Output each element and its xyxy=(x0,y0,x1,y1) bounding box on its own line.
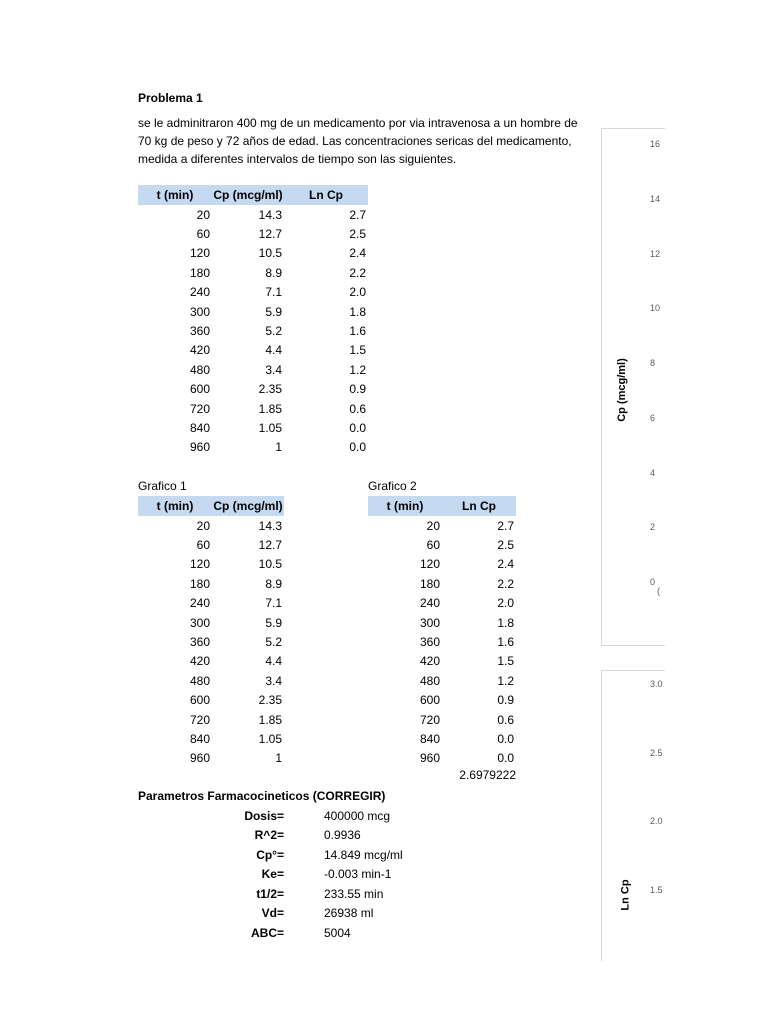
table-cell: 1.6 xyxy=(497,635,514,650)
table-cell: 840 xyxy=(189,420,210,435)
param-key: Cp°= xyxy=(256,847,284,862)
table-cell: 2.35 xyxy=(258,382,282,397)
y-tick-label: 2 xyxy=(650,522,656,533)
table-cell: 2.7 xyxy=(349,207,366,222)
problem-intro: se le adminitraron 400 mg de un medicamento por via intravenosa a un hombre de 70 kg de peso y 72 años de edad. Las concentraciones sericas del medicamento, medida a diferentes intervalos de tiempo son las siguientes. xyxy=(138,116,578,166)
param-row xyxy=(138,904,403,924)
table-cell: 0.0 xyxy=(497,751,514,766)
table-cell: 0.0 xyxy=(497,731,514,746)
table-cell: 8.9 xyxy=(265,265,282,280)
table-cell: 20 xyxy=(196,207,210,222)
table-cell: 840 xyxy=(189,731,210,746)
page-right-margin xyxy=(665,0,768,1024)
params-table xyxy=(138,806,403,943)
table-cell: 2.0 xyxy=(349,285,366,300)
y-tick-label: 4 xyxy=(650,467,656,478)
table-cell: 960 xyxy=(189,751,210,766)
param-value: 26938 ml xyxy=(324,906,374,921)
y-tick-label: 1.5 xyxy=(650,884,663,895)
table-cell: 1.05 xyxy=(258,731,282,746)
param-key: Vd= xyxy=(261,906,284,921)
table-cell: 1.5 xyxy=(349,343,366,358)
table-row xyxy=(138,632,284,651)
table-cell: 480 xyxy=(189,362,210,377)
table-row xyxy=(138,438,368,457)
table-cell: 600 xyxy=(189,693,210,708)
y-tick-label: 3.0 xyxy=(650,679,663,689)
grafico1-table xyxy=(138,496,284,768)
table-cell: 20 xyxy=(196,518,210,533)
table-cell: 180 xyxy=(189,576,210,591)
table-cell: 2.5 xyxy=(349,227,366,242)
table-cell: 3.4 xyxy=(265,673,282,688)
table-cell: 960 xyxy=(419,751,440,766)
param-value: 5004 xyxy=(324,925,351,940)
column-header: t (min) xyxy=(138,496,212,516)
table-cell: 4.4 xyxy=(265,654,282,669)
table-row xyxy=(138,399,368,418)
y-tick-label: 14 xyxy=(650,193,661,204)
table-cell: 7.1 xyxy=(265,596,282,611)
table-cell: 2.5 xyxy=(497,538,514,553)
grafico2-table xyxy=(368,496,516,768)
y-tick-label: 16 xyxy=(650,139,661,149)
table-row xyxy=(138,535,284,554)
table-cell: 300 xyxy=(189,615,210,630)
table-cell: 120 xyxy=(419,557,440,572)
table-row xyxy=(138,613,284,632)
table-cell: 120 xyxy=(189,246,210,261)
table-row xyxy=(138,729,284,748)
param-row xyxy=(138,884,403,904)
table-cell: 240 xyxy=(189,285,210,300)
table-cell: 720 xyxy=(419,712,440,727)
table-cell: 7.1 xyxy=(265,285,282,300)
param-key: R^2= xyxy=(254,828,284,843)
table-cell: 120 xyxy=(189,557,210,572)
param-value: 14.849 mcg/ml xyxy=(324,847,403,862)
table-cell: 0.6 xyxy=(497,712,514,727)
table-row xyxy=(138,652,284,671)
table-row xyxy=(138,244,368,263)
param-value: 400000 mcg xyxy=(324,808,391,823)
table-cell: 14.3 xyxy=(258,518,282,533)
table-cell: 300 xyxy=(189,304,210,319)
table-row xyxy=(138,574,284,593)
param-key: ABC= xyxy=(250,925,284,940)
chart1-xtick-partial: ( xyxy=(657,586,660,596)
table-cell: 12.7 xyxy=(258,538,282,553)
table-cell: 480 xyxy=(419,673,440,688)
column-header: Ln Cp xyxy=(284,185,368,205)
table-row xyxy=(138,321,368,340)
table-cell: 360 xyxy=(189,635,210,650)
table-cell: 1.2 xyxy=(349,362,366,377)
table-row xyxy=(368,749,516,768)
y-tick-label: 2.5 xyxy=(650,747,663,758)
table-row xyxy=(368,613,516,632)
table-cell: 5.9 xyxy=(265,304,282,319)
table-row xyxy=(368,691,516,710)
table-cell: 0.9 xyxy=(349,382,366,397)
table-cell: 1 xyxy=(275,751,282,766)
table-cell: 4.4 xyxy=(265,343,282,358)
table-cell: 5.2 xyxy=(265,324,282,339)
param-value: 0.9936 xyxy=(324,828,361,843)
table-row xyxy=(368,574,516,593)
table-cell: 1 xyxy=(275,440,282,455)
param-row xyxy=(138,826,403,846)
param-row xyxy=(138,865,403,885)
table-cell: 5.9 xyxy=(265,615,282,630)
column-header: t (min) xyxy=(138,185,212,205)
table-cell: 1.8 xyxy=(349,304,366,319)
table-cell: 0.9 xyxy=(497,693,514,708)
y-tick-label: 2.0 xyxy=(650,816,663,826)
table-cell: 1.6 xyxy=(349,324,366,339)
table-row xyxy=(138,516,284,535)
table-row xyxy=(138,302,368,321)
table-row xyxy=(138,360,368,379)
table-cell: 20 xyxy=(426,518,440,533)
table-row xyxy=(368,652,516,671)
table-cell: 2.7 xyxy=(497,518,514,533)
param-key: Ke= xyxy=(261,867,284,882)
table-cell: 360 xyxy=(419,635,440,650)
table-cell: 1.05 xyxy=(258,420,282,435)
table-cell: 600 xyxy=(189,382,210,397)
table-row xyxy=(138,418,368,437)
table-row xyxy=(138,594,284,613)
table-cell: 12.7 xyxy=(258,227,282,242)
table-cell: 1.8 xyxy=(497,615,514,630)
table-cell: 1.85 xyxy=(258,401,282,416)
y-tick-label: 6 xyxy=(650,412,656,423)
table-cell: 2.0 xyxy=(497,596,514,611)
table-cell: 2.2 xyxy=(497,576,514,591)
grafico2-label: Grafico 2 xyxy=(368,479,417,493)
table-cell: 720 xyxy=(189,712,210,727)
table-cell: 420 xyxy=(189,654,210,669)
table-row xyxy=(368,555,516,574)
column-header: Ln Cp xyxy=(442,496,516,516)
table-row xyxy=(138,555,284,574)
table-row xyxy=(368,729,516,748)
main-data-table xyxy=(138,185,368,457)
grafico1-label: Grafico 1 xyxy=(138,479,187,493)
grafico2-extra-value: 2.6979222 xyxy=(459,768,516,782)
table-row xyxy=(368,710,516,729)
table-cell: 180 xyxy=(419,576,440,591)
param-key: t1/2= xyxy=(256,886,284,901)
table-cell: 0.6 xyxy=(349,401,366,416)
chart2-ylabel: Ln Cp xyxy=(619,879,632,911)
param-value: -0.003 min-1 xyxy=(324,867,392,882)
table-row xyxy=(368,594,516,613)
table-cell: 2.4 xyxy=(349,246,366,261)
param-value: 233.55 min xyxy=(324,886,384,901)
table-cell: 10.5 xyxy=(258,246,282,261)
table-cell: 60 xyxy=(196,538,210,553)
y-tick-label: 10 xyxy=(650,303,661,314)
y-tick-label: 8 xyxy=(650,358,656,368)
table-cell: 2.35 xyxy=(258,693,282,708)
param-key: Dosis= xyxy=(244,808,284,823)
table-cell: 360 xyxy=(189,324,210,339)
column-header: Cp (mcg/ml) xyxy=(212,496,284,516)
param-row xyxy=(138,845,403,865)
table-cell: 180 xyxy=(189,265,210,280)
table-row xyxy=(368,535,516,554)
table-cell: 1.5 xyxy=(497,654,514,669)
table-row xyxy=(368,632,516,651)
table-cell: 720 xyxy=(189,401,210,416)
table-cell: 600 xyxy=(419,693,440,708)
table-row xyxy=(138,671,284,690)
table-row xyxy=(138,283,368,302)
table-row xyxy=(138,224,368,243)
column-header: Cp (mcg/ml) xyxy=(212,185,284,205)
table-cell: 2.2 xyxy=(349,265,366,280)
table-cell: 60 xyxy=(426,538,440,553)
table-cell: 840 xyxy=(419,731,440,746)
table-cell: 960 xyxy=(189,440,210,455)
table-cell: 0.0 xyxy=(349,420,366,435)
table-cell: 8.9 xyxy=(265,576,282,591)
table-row xyxy=(138,263,368,282)
column-header: t (min) xyxy=(368,496,442,516)
table-row xyxy=(138,341,368,360)
table-row xyxy=(138,380,368,399)
chart1-ylabel: Cp (mcg/ml) xyxy=(615,358,628,422)
table-row xyxy=(368,516,516,535)
table-cell: 480 xyxy=(189,673,210,688)
param-row xyxy=(138,806,403,826)
table-row xyxy=(138,691,284,710)
table-cell: 10.5 xyxy=(258,557,282,572)
table-cell: 60 xyxy=(196,227,210,242)
y-tick-label: 12 xyxy=(650,248,661,259)
table-cell: 300 xyxy=(419,615,440,630)
params-title: Parametros Farmacocineticos (CORREGIR) xyxy=(138,789,386,803)
table-row xyxy=(138,205,368,224)
table-row xyxy=(138,710,284,729)
table-cell: 1.2 xyxy=(497,673,514,688)
y-tick-label: 0 xyxy=(650,577,656,587)
problem-title: Problema 1 xyxy=(138,91,203,105)
table-cell: 1.85 xyxy=(258,712,282,727)
table-row xyxy=(368,671,516,690)
table-cell: 420 xyxy=(189,343,210,358)
table-cell: 14.3 xyxy=(258,207,282,222)
table-cell: 0.0 xyxy=(349,440,366,455)
table-cell: 3.4 xyxy=(265,362,282,377)
param-row xyxy=(138,923,403,943)
table-cell: 2.4 xyxy=(497,557,514,572)
table-cell: 240 xyxy=(189,596,210,611)
table-row xyxy=(138,749,284,768)
table-cell: 420 xyxy=(419,654,440,669)
table-cell: 5.2 xyxy=(265,635,282,650)
table-cell: 240 xyxy=(419,596,440,611)
